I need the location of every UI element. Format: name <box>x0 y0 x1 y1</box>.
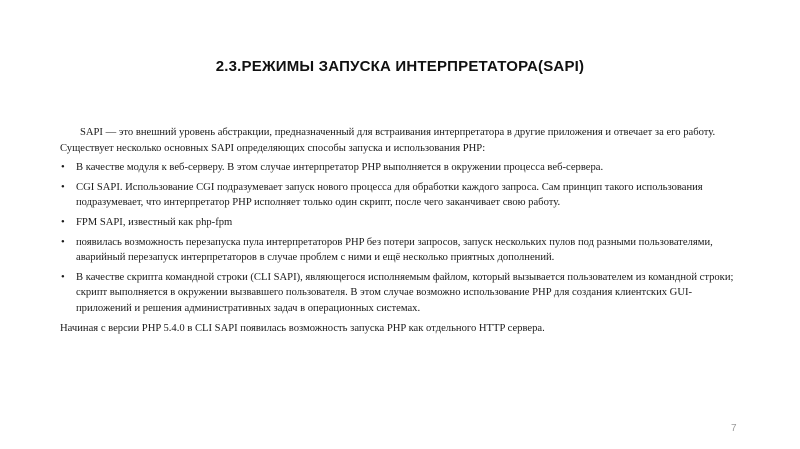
bullet-text: В качестве скрипта командной строки (CLI SAPI), являющегося исполняемым файлом, который вызывается пользователем из командной строки; скрипт выполняется в окружении вызвавшего пользователя. В этом случае возможно использование PHP для создания клиентских GUI-приложений и решения административных задач в операционных системах. <box>76 271 734 314</box>
bullet-text: появилась возможность перезапуска пула интерпретаторов PHP без потери запросов, запуск нескольких пулов под разными пользователями, аварийный перезапуск интерпретаторов в случае проблем с ними и ещё несколько приятных дополнений. <box>76 236 713 264</box>
bullet-marker: • <box>61 162 65 174</box>
bullet-text: FPM SAPI, известный как php-fpm <box>76 216 233 228</box>
bullet-item <box>60 215 740 231</box>
bullet-item <box>60 235 740 266</box>
closing-paragraph: Начиная с версии PHP 5.4.0 в CLI SAPI появилась возможность запуска PHP как отдельного HTTP сервера. <box>60 322 545 334</box>
slide-content <box>60 125 740 336</box>
bullet-marker: • <box>61 271 65 283</box>
bullet-marker: • <box>61 236 65 248</box>
bullet-text: CGI SAPI. Использование CGI подразумевает запуск нового процесса для обработки каждого запроса. Сам принцип такого использования подразумевает, что интерпретатор PHP исполняет только один скрипт, после чего заканчивает свою работу. <box>76 181 703 209</box>
bullet-list <box>60 160 740 316</box>
bullet-marker: • <box>61 181 65 193</box>
bullet-text: В качестве модуля к веб-серверу. В этом случае интерпретатор PHP выполняется в окружении процесса веб-сервера. <box>76 162 604 174</box>
bullet-marker: • <box>61 216 65 228</box>
slide-title: 2.3.РЕЖИМЫ ЗАПУСКА ИНТЕРПРЕТАТОРА(SAPI) <box>215 58 585 75</box>
page-number: 7 <box>731 423 737 434</box>
intro-paragraph: SAPI — это внешний уровень абстракции, предназначенный для встраивания интерпретатора в другие приложения и отвечает за его работу. Существует несколько основных SAPI определяющих способы запуска и использования PHP: <box>60 127 716 154</box>
bullet-item <box>60 180 740 211</box>
bullet-item <box>60 160 740 176</box>
bullet-item <box>60 270 740 317</box>
